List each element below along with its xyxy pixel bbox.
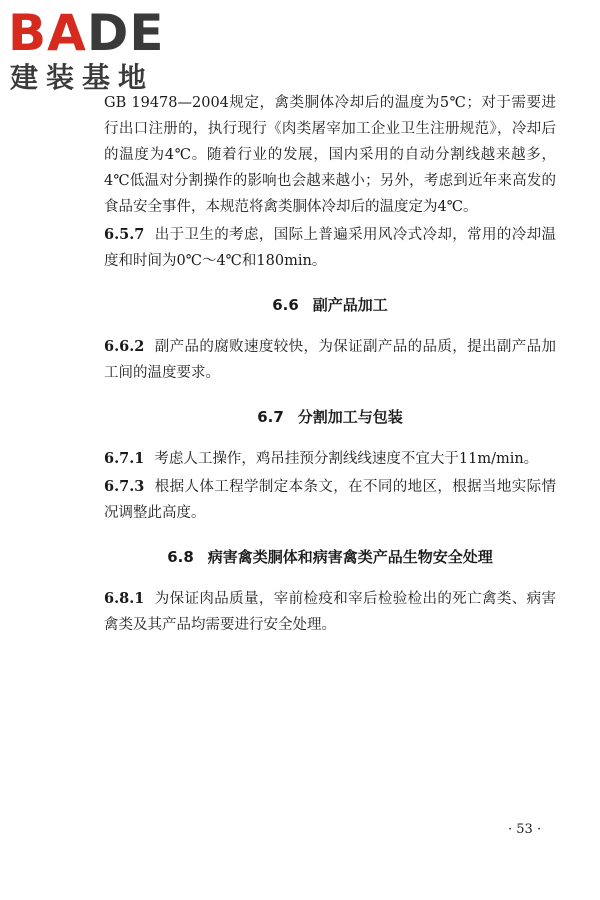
clause-number: 6.7.1 xyxy=(104,450,145,467)
section-title: 副产品加工 xyxy=(312,296,388,314)
bade-logo xyxy=(8,6,178,96)
clause-number: 6.6.2 xyxy=(104,338,145,355)
clause-6-5-7 xyxy=(104,222,556,274)
section-heading-6-8 xyxy=(104,544,556,570)
clause-6-7-3 xyxy=(104,474,556,526)
clause-text: 根据人体工程学制定本条文，在不同的地区，根据当地实际情况调整此高度。 xyxy=(104,479,556,521)
clause-text: 副产品的腐败速度较快，为保证副产品的品质，提出副产品加工间的温度要求。 xyxy=(104,339,556,381)
section-title: 病害禽类胴体和病害禽类产品生物安全处理 xyxy=(207,548,493,566)
clause-text: 出于卫生的考虑，国际上普遍采用风冷式冷却，常用的冷却温度和时间为0℃～4℃和180min。 xyxy=(104,227,556,269)
page-body xyxy=(104,90,556,638)
section-heading-6-7 xyxy=(104,404,556,430)
paragraph-continued xyxy=(104,90,556,220)
paragraph-text: GB 19478—2004规定，禽类胴体冷却后的温度为5℃；对于需要进行出口注册的，执行现行《肉类屠宰加工企业卫生注册规范》，冷却后的温度为4℃。随着行业的发展，国内采用的自动分割线越来越多，4℃低温对分割操作的影响也会越来越小；另外，考虑到近年来高发的食品安全事件，本规范将禽类胴体冷却后的温度定为4℃。 xyxy=(104,95,556,215)
section-number: 6.7 xyxy=(257,408,284,426)
clause-text: 为保证肉品质量，宰前检疫和宰后检验检出的死亡禽类、病害禽类及其产品均需要进行安全处理。 xyxy=(104,591,556,633)
clause-6-8-1 xyxy=(104,586,556,638)
logo-wordmark: BADE xyxy=(8,4,165,62)
logo-subtitle: 建装基地 xyxy=(10,61,155,94)
clause-6-7-1 xyxy=(104,446,556,472)
page-number: · 53 · xyxy=(508,822,542,837)
clause-number: 6.8.1 xyxy=(104,590,145,607)
clause-6-6-2 xyxy=(104,334,556,386)
section-heading-6-6 xyxy=(104,292,556,318)
clause-number: 6.5.7 xyxy=(104,226,145,243)
section-number: 6.6 xyxy=(272,296,299,314)
clause-number: 6.7.3 xyxy=(104,478,145,495)
section-number: 6.8 xyxy=(167,548,194,566)
section-title: 分割加工与包装 xyxy=(297,408,403,426)
clause-text: 考虑人工操作，鸡吊挂预分割线线速度不宜大于11m/min。 xyxy=(154,451,539,467)
